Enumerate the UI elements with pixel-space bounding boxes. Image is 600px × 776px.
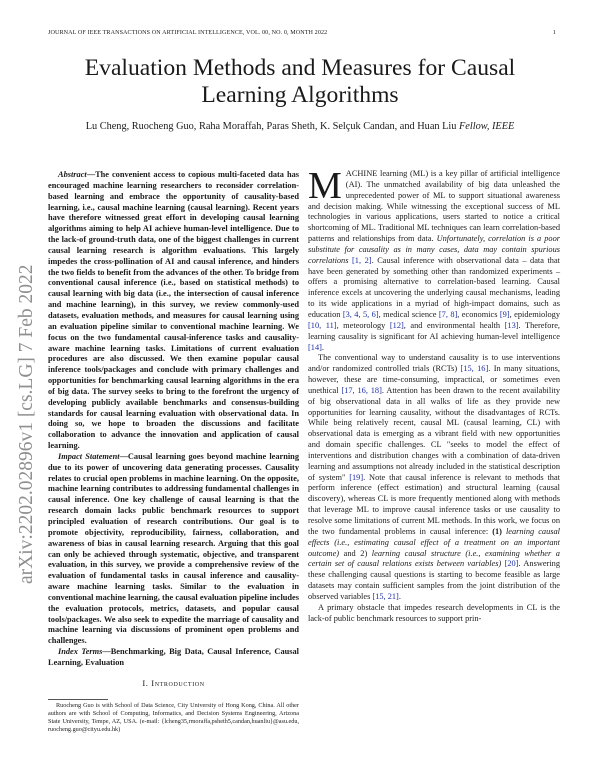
- intro-text: .: [321, 342, 324, 352]
- intro-text: , medical science: [378, 309, 437, 319]
- enum-marker: 2): [360, 548, 368, 558]
- impact-statement: [48, 452, 299, 647]
- citation-link[interactable]: [7, 8]: [438, 309, 458, 319]
- intro-text: , epidemiology: [509, 309, 561, 319]
- intro-text: ACHINE learning (ML) is a key pillar of artificial intelligence (AI). The unmatched availability of big data unleashed the unprecedented power of ML to support situational awareness and decision making. While witnessing the exceptional success of ML technologies in various applications, users started to notice a critical shortcoming of ML. Traditional ML techniques can learn correlation-based patterns and relationships from data.: [308, 169, 560, 244]
- arxiv-stamp[interactable]: arXiv:2202.02896v1 [cs.LG] 7 Feb 2022: [16, 264, 37, 584]
- author-suffix: Fellow, IEEE: [459, 121, 515, 132]
- citation-link[interactable]: [10, 11]: [308, 320, 337, 330]
- intro-text: . Attention has been drawn to the recent availability of big observational data in all walks of life as they provide new opportunities for learning causality, without the disadvantages of RCTs. While being relatively recent, causal ML (causal learning, CL) with observational data is emerging as a vibrant field with new opportunities and domain specific challenges. CL "seeks to model the effect of interventions and distribution changes with a combination of data-driven learning and assumptions not already included in the statistical description of system": [308, 385, 561, 482]
- intro-text: .: [398, 591, 401, 601]
- enum-marker: (1): [492, 526, 502, 536]
- intro-text: , and environmental health: [403, 320, 501, 330]
- intro-text: , economics: [457, 309, 498, 319]
- citation-link[interactable]: [9]: [499, 309, 510, 319]
- right-column: [308, 165, 561, 624]
- left-column: [48, 170, 299, 734]
- citation-link[interactable]: [20]: [504, 559, 519, 569]
- intro-text: The conventional way to understand causality is to use interventions and/or randomized controlled trials (RCTs): [308, 353, 560, 374]
- task-2-text: learning causal structure (i.e., examining whether a certain set of causal relations exists between variables): [308, 548, 560, 569]
- intro-text: . Note that causal inference is relevant to methods that perform inference (effect estimation) and structural learning (causal discovery), whereas CL is more frequently mentioned along with methods that leverage ML to improve causal inference tasks or use causality to resolve some limitations of current ML methods. In this work, we focus on the two fundamental problems in causal inference:: [308, 472, 561, 536]
- citation-link[interactable]: [19]: [349, 472, 364, 482]
- intro-paragraph-2: [308, 353, 560, 602]
- abstract: [48, 170, 299, 452]
- intro-paragraph-3: A primary obstacle that impedes research developments in CL is the lack-of public benchmark resources to support prin-: [308, 602, 560, 623]
- intro-paragraph-1: [308, 165, 561, 353]
- citation-link[interactable]: [17, 16, 18]: [341, 385, 382, 395]
- intro-text: . Therefore, learning causality is significant for AI achieving human-level intelligence: [308, 320, 560, 341]
- citation-link[interactable]: [13]: [504, 320, 519, 330]
- intro-italic-text: Unfortunately, correlation is a poor substitute for causality as in many cases, data may contain spurious correlations: [308, 234, 560, 265]
- index-terms-text: —Benchmarking, Big Data, Causal Inference, Causal Learning, Evaluation: [48, 647, 300, 667]
- running-header: [48, 30, 556, 36]
- section-heading-introduction: I. Introduction: [142, 677, 205, 688]
- intro-text: . Answering these challenging causal questions is starting to become feasible as large datasets may contain sufficient samples from the joint distribution of the observed variables: [308, 559, 560, 601]
- citation-link[interactable]: [15, 21]: [372, 591, 399, 601]
- author-list: [40, 121, 560, 132]
- task-1-text: learning causal effects (i.e., estimating causal effect of a treatment on an important outcome): [308, 526, 560, 558]
- intro-text: . Causal inference with observational data – data that have been generated by something other than randomized experiments – offers a promising alternative to correlation-based learning. Causal inference excels at uncovering the underlying causal mechanisms, leading to its wide applications in a myriad of high-impact domains, such as education: [308, 255, 560, 319]
- citation-link[interactable]: [15, 16]: [460, 364, 489, 374]
- citation-link[interactable]: [12]: [389, 320, 404, 330]
- citation-link[interactable]: [3, 4, 5, 6]: [342, 309, 379, 319]
- intro-text: and: [343, 548, 356, 558]
- citation-link[interactable]: [14]: [308, 342, 322, 352]
- journal-name: JOURNAL OF IEEE TRANSACTIONS ON ARTIFICIAL INTELLIGENCE, VOL. 00, NO. 0, MONTH 2022: [48, 30, 328, 36]
- impact-text: —Causal learning goes beyond machine learning due to its power of uncovering data generating processes. Causality relates to crucial open problems in machine learning. On the opposite, machine learning contributes to addressing fundamental challenges in causal inference. One key challenge of causal learning is that the research domain lacks public benchmark resources to support principled evaluation of research contributions. Our goal is to promote objectivity, reproducibility, fairness, collaboration, and awareness of bias in causal learning research. Arguing that this goal can only be achieved through systematic, objective, and transparent evaluation, in this survey, we provide a comprehensive review of the evaluation of fundamental tasks in causal inference and causality-aware machine learning tasks. Similar to the evaluation in conventional machine learning, the causal evaluation pipeline includes the evaluation protocols, metrics, datasets, and popular causal tools/packages. We also seek to expedite the marriage of causality and machine learning via discussions of prominent open problems and challenges.: [48, 451, 299, 646]
- paper-title: Evaluation Methods and Measures for Causal Learning Algorithms: [84, 55, 516, 108]
- citation-link[interactable]: [1, 2]: [352, 255, 372, 265]
- index-terms-label: Index Terms: [58, 647, 103, 657]
- impact-label: Impact Statement: [58, 451, 120, 461]
- affiliation-footnote: Ruocheng Guo is with School of Data Science, City University of Hong Kong, China. All other authors are with School of Computing, Informatics, and Decision Systems Engineering, Arizona State University, Tempe, AZ, USA. (e-mail: {lcheng35,rmoraffa,psheth5,candan,huanliu}@asu.edu, ruocheng.guo@cityu.edu.hk): [48, 701, 299, 733]
- intro-text: . In many situations, however, these are time-consuming, impractical, or sometimes even unethical: [308, 364, 560, 395]
- author-names: Lu Cheng, Ruocheng Guo, Raha Moraffah, Paras Sheth, K. Selçuk Candan, and Huan Liu: [85, 121, 457, 132]
- abstract-text: —The convenient access to copious multi-faceted data has encouraged machine learning researchers to reconsider correlation-based learning and embrace the opportunity of causality-based learning, i.e., causal machine learning (causal learning). Recent years have therefore witnessed great effort in developing causal learning algorithms aiming to help AI achieve human-level intelligence. Due to the lack-of ground-truth data, one of the biggest challenges in current causal learning research is algorithm evaluations. This largely impedes the cross-pollination of AI and causal inference, and hinders the two fields to benefit from the advances of the other. To bridge from conventional causal inference (i.e., based on statistical methods) to causal learning with big data (i.e., the intersection of causal inference and machine learning), in this survey, we review commonly-used datasets, evaluation methods, and measures for causal learning using an evaluation pipeline similar to conventional machine learning. We focus on the two fundamental causal-inference tasks and causality-aware machine learning tasks. Limitations of current evaluation procedures are also discussed. We then examine popular causal inference tools/packages and conclude with primary challenges and opportunities for benchmarking causal learning algorithms in the era of big data. The survey seeks to bring to the forefront the urgency of developing publicly available benchmarks and consensus-building standards for causal learning evaluation with observational data. In doing so, we hope to broaden the discussions and facilitate collaboration to advance the innovation and application of causal learning.: [48, 170, 299, 451]
- index-terms: [48, 647, 299, 669]
- footnote-rule: [48, 699, 108, 700]
- intro-text: , meteorology: [336, 320, 386, 330]
- drop-cap: M: [308, 165, 342, 207]
- page-number: 1: [552, 30, 556, 36]
- abstract-label: Abstract: [58, 170, 87, 179]
